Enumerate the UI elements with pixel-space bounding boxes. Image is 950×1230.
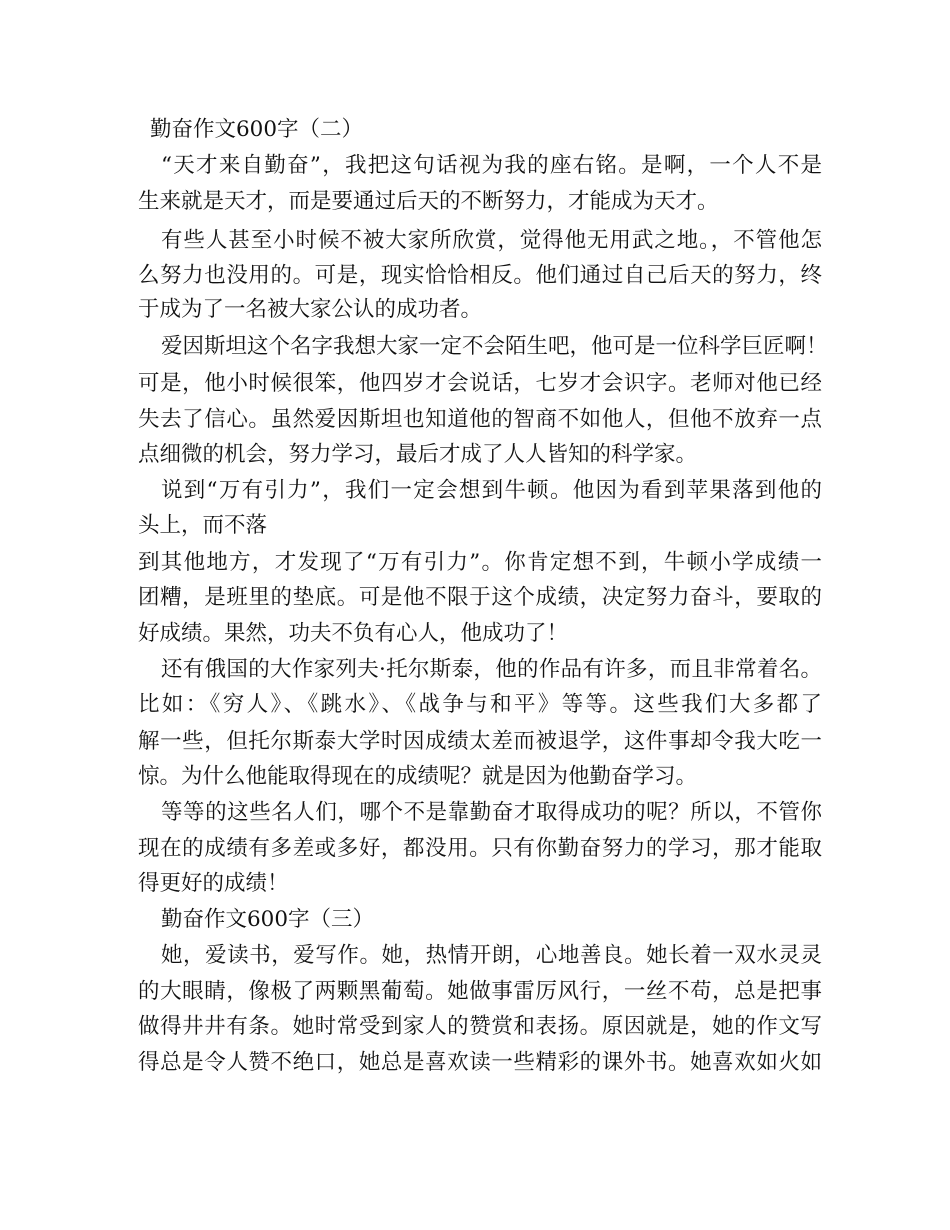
text-line: 到其他地方，才发现了“万有引力”。你肯定想不到，牛顿小学成绩一	[138, 550, 822, 575]
text-line: 的大眼睛，像极了两颗黑葡萄。她做事雷厉风行，一丝不苟，总是把事	[138, 979, 822, 1004]
section-heading: 勤奋作文600字（二）	[150, 117, 364, 142]
text-line: 生来就是天才，而是要通过后天的不断努力，才能成为天才。	[138, 189, 719, 214]
text-line: 好成绩。果然，功夫不负有心人，他成功了！	[138, 621, 569, 646]
section-heading: 勤奋作文600字（三）	[161, 907, 375, 932]
text-line: 团糟，是班里的垫底。可是他不限于这个成绩，决定努力奋斗，要取的	[138, 585, 822, 610]
text-line: 得总是令人赞不绝口，她总是喜欢读一些精彩的课外书。她喜欢如火如	[138, 1050, 822, 1075]
text-line: 等等的这些名人们，哪个不是靠勤奋才取得成功的呢？所以，不管你	[161, 800, 822, 825]
text-line: 有些人甚至小时候不被大家所欣赏，觉得他无用武之地。，不管他怎	[161, 228, 822, 253]
text-line: “天才来自勤奋”，我把这句话视为我的座右铭。是啊，一个人不是	[161, 153, 822, 178]
text-line: 还有俄国的大作家列夫·托尔斯泰，他的作品有许多，而且非常着名。	[161, 657, 822, 682]
text-line: 现在的成绩有多差或多好，都没用。只有你勤奋努力的学习，那才能取	[138, 836, 822, 861]
text-line: 么努力也没用的。可是，现实恰恰相反。他们通过自己后天的努力，终	[138, 263, 822, 288]
text-line: 点细微的机会，努力学习，最后才成了人人皆知的科学家。	[138, 442, 698, 467]
text-line: 做得井井有条。她时常受到家人的赞赏和表扬。原因就是，她的作文写	[138, 1014, 822, 1039]
text-line: 解一些，但托尔斯泰大学时因成绩太差而被退学，这件事却令我大吃一	[138, 729, 822, 754]
text-line: 惊。为什么他能取得现在的成绩呢？就是因为他勤奋学习。	[138, 764, 698, 789]
text-line: 说到“万有引力”，我们一定会想到牛顿。他因为看到苹果落到他的	[161, 478, 822, 503]
text-line: 于成为了一名被大家公认的成功者。	[138, 297, 483, 322]
text-line: 可是，他小时候很笨，他四岁才会说话，七岁才会识字。老师对他已经	[138, 371, 822, 396]
text-line: 爱因斯坦这个名字我想大家一定不会陌生吧，他可是一位科学巨匠啊！	[161, 334, 828, 359]
text-line: 她，爱读书，爱写作。她，热情开朗，心地善良。她长着一双水灵灵	[161, 943, 822, 968]
text-line: 失去了信心。虽然爱因斯坦也知道他的智商不如他人，但他不放弃一点	[138, 407, 822, 432]
text-line: 比如：《穷人》、《跳水》、《战争与和平》等等。这些我们大多都了	[138, 692, 822, 717]
text-line: 头上，而不落	[138, 513, 268, 538]
text-line: 得更好的成绩！	[138, 871, 289, 896]
